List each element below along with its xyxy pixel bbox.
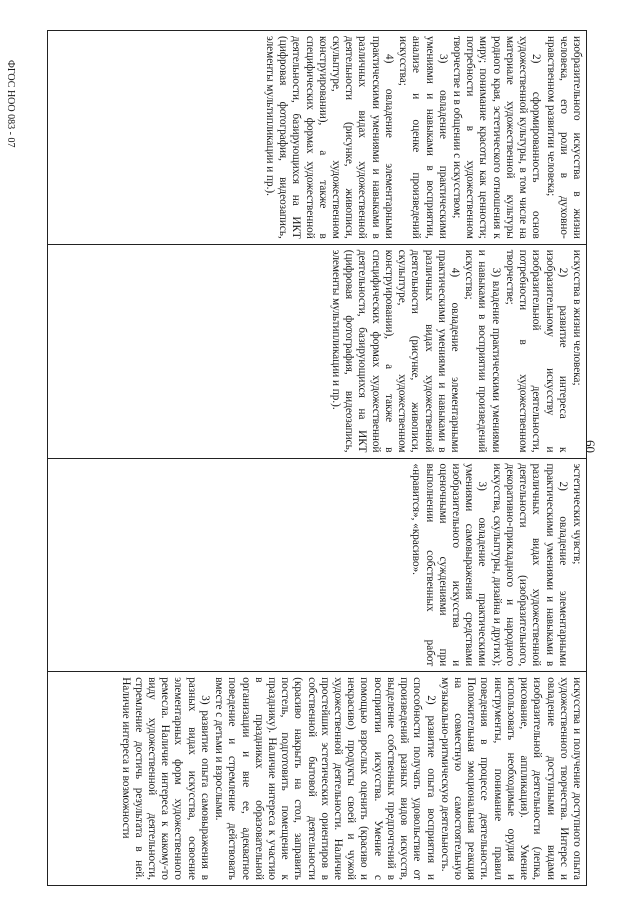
cell-paragraph: искусства в жизни человека;	[571, 249, 583, 386]
cell-paragraph: 3) овладение практическими умениями самовыражения средствами изобразительного искусства и оценочными суждениями при выполнении собственных работ «нравится», «красиво».	[410, 463, 489, 667]
cell-paragraph: изобразительного искусства в жизни человека, его роли в духовно-нравственном развитии человека;	[544, 36, 583, 239]
page-number: 60	[583, 440, 598, 453]
cell-paragraph: 2) развитие интереса к изобразительному искусству и изобразительной деятельности, потребности в художественном творчестве;	[503, 249, 569, 453]
table-cell-col-1	[48, 31, 587, 245]
footer-code: ФГОС НОО 083 - 07	[5, 60, 16, 148]
cell-paragraph: искусства и получение доступного опыта художественного творчества. Интерес и овладение доступными видами изобразительной деятельности (лепка, рисование, аппликация). Умение использовать необходимые орудия и инструменты, понимание правил поведения в процессе деятельности. Положительная эмоциональная реакция на совместную самостоятельную музыкально-ритмическую деятельность.	[438, 677, 583, 880]
cell-paragraph: 2) развитие опыта восприятия и способности получать удовольствие от произведений разных видов искусств, выделение собственных предпочтений в восприятии искусства. Умение с помощью взрослых оценить (красиво и некрасиво) продукты своей и чужой художественной деятельности. Наличие простейших эстетических ориентиров в собственной бытовой деятельности (красиво накрыть на стол, заправить постель, подготовить помещение к празднику). Наличие интереса к участию в праздниках образовательной организации и вне ее, адекватное поведение и стремление действовать вместе с детьми и взрослыми.	[213, 677, 437, 880]
table-cell-col-4	[48, 672, 587, 886]
cell-paragraph: 3) овладение практическими умениями и навыками в восприятии, анализе и оценке произведений искусства;	[397, 36, 449, 239]
table-cell-col-2	[48, 244, 587, 458]
cell-paragraph: 2) сформированность основ художественной культуры, в том числе на материале художественной культуры родного края, эстетического отношения к миру; понимание красоты как ценности; потребности в художественном творчестве и в общении с искусством;	[451, 36, 543, 239]
cell-paragraph: 3) развитие опыта самовыражения в разных видах искусства, освоение элементарных форм художественного ремесла. Наличие интереса к какому-то виду художественной деятельности, стремление достичь результата в ней. Наличие интереса и возможности	[119, 677, 211, 880]
table-row	[48, 31, 587, 886]
cell-paragraph: 2) овладение элементарными практическими умениями и навыками в различных видах художественной деятельности (изобразительного, декоративно-прикладного и народного искусства, скульптуры, дизайна и других);	[490, 463, 569, 667]
cell-paragraph: 3) владение практическими умениями и навыками в восприятии произведений искусства;	[463, 249, 502, 453]
table-cell-col-3	[48, 458, 587, 672]
cell-paragraph: эстетических чувств;	[571, 463, 583, 565]
requirements-table	[47, 30, 587, 886]
cell-paragraph: 4) овладение элементарными практическими умениями и навыками в различных видах художественной деятельности (рисунке, живописи, скульптуре, художественном конструировании), а также в специфических формах художественной деятельности, базирующихся на ИКТ (цифровая фотография, видеозапись, элементы мультипликации и пр.).	[263, 36, 395, 239]
cell-paragraph: 4) овладение элементарными практическими умениями и навыками в различных видах художественной деятельности (рисунке, живописи, скульптуре, художественном конструировании), а также в специфических формах художественной деятельности, базирующихся на ИКТ (цифровая фотография, видеозапись, элементы мультипликации и пр.).	[330, 249, 462, 453]
